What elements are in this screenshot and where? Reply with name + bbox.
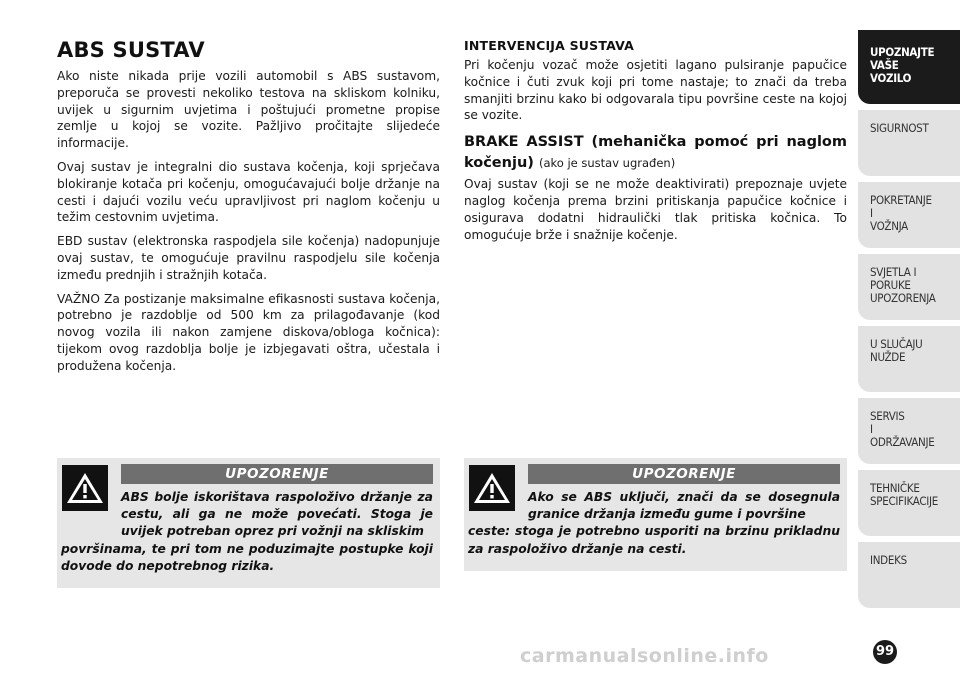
warning-triangle-icon [62,465,108,511]
tab-label: U SLUČAJU NUŽDE [870,337,923,364]
tab-label: INDEKS [870,553,907,567]
tab-label: SVJETLA I PORUKE UPOZORENJA [870,265,936,305]
warning-text-full: ceste: stoga je potrebno usporiti na brzinu prikladnu za raspoloživo držanje na cesti. [468,524,840,556]
section-title-abs: ABS SUSTAV [57,38,205,62]
tab-label: SIGURNOST [870,121,929,135]
tab-upoznajte-vase-vozilo[interactable] [858,30,960,104]
brake-assist-text: Ovaj sustav (koji se ne može deaktivirati) prepoznaje uvjete naglog kočenja prema brzini pritiskanja papučice kočnice i osigurava dodatni hidraulički tlak pritiska kočnica. To omogućuje brže i snažnije kočenje. [464,177,847,242]
warning-heading: UPOZORENJE [528,464,840,484]
watermark: carmanualsonline.info [520,645,769,667]
warning-text-indented: Ako se ABS uključi, znači da se dosegnula granice držanja između gume i površine [528,490,840,522]
warning-text [61,489,433,575]
tab-tehnicke-specifikacije[interactable] [858,470,960,536]
intervention-text: Pri kočenju vozač može osjetiti lagano pulsiranje papučice kočnice i čuti zvuk koji pri tome nastaje; to znači da treba smanjiti brzinu kako bi odgovarala tipu površine ceste na kojoj se vozite. [464,58,847,123]
tab-label: UPOZNAJTE VAŠE VOZILO [870,45,935,85]
abs-paragraph-2: Ovaj sustav je integralni dio sustava kočenja, koji sprječava blokiranje kotača pri kočenju, omogućavajući bolje držanje na cesti i dajući vozilu veću upravljivost pri naglom kočenju u težim cestovnim uvjetima. [57,159,440,225]
tab-sigurnost[interactable] [858,110,960,176]
tab-indeks[interactable] [858,542,960,608]
warning-heading: UPOZORENJE [121,464,433,484]
warning-text-indented: ABS bolje iskorištava raspoloživo držanje za cestu, ali ga ne može povećati. Stoga je uvijek potreban oprez pri vožnji na skliskim [121,490,433,539]
tab-label: TEHNIČKE SPECIFIKACIJE [870,481,939,508]
warning-text-full: površinama, te pri tom ne poduzimajte postupke koji dovode do nepotrebnog rizika. [61,541,433,573]
tab-svjetla-i-poruke[interactable] [858,254,960,320]
abs-paragraph-1: Ako niste nikada prije vozili automobil s ABS sustavom, preporuča se provesti nekoliko testova na skliskom kolniku, uvijek u sigurnim uvjetima i poštujući prometne propise zemlje u kojoj se vozite. Pažljivo pročitajte slijedeće informacije. [57,69,440,151]
warning-triangle-icon [469,465,515,511]
brake-assist-note: (ako je sustav ugrađen) [538,156,676,171]
tab-label: SERVIS I ODRŽAVANJE [870,409,935,449]
page-number: 99 [873,640,897,664]
tab-pokretanje-i-voznja[interactable] [858,182,960,248]
tab-servis-i-odrzavanje[interactable] [858,398,960,464]
chapter-sidebar [858,30,960,614]
tab-u-slucaju-nuzde[interactable] [858,326,960,392]
intervention-title: INTERVENCIJA SUSTAVA [464,38,635,53]
brake-assist-heading [464,131,847,173]
warning-box-abs [57,458,440,588]
tab-label: POKRETANJE I VOŽNJA [870,193,932,233]
abs-paragraph-3: EBD sustav (elektronska raspodjela sile kočenja) nadopunjuje ovaj sustav, te omogućuje pravilnu raspodjelu sile kočenja između prednjih i stražnjih kotača. [57,234,440,282]
warning-text [468,489,840,558]
warning-box-abs-active [464,458,847,571]
abs-paragraph-4: VAŽNO Za postizanje maksimalne efikasnosti sustava kočenja, potrebno je razdoblje od 500 km za prilagođavanje (kod novog vozila ili nakon zamjene diskova/obloga kočnica): tijekom ovog razdoblja bolje je izbjegavati oštra, učestala i produžena kočenja. [57,291,440,373]
right-column [464,38,847,250]
left-column [57,38,440,382]
brake-assist-title: BRAKE ASSIST (mehanička pomoć pri naglom kočenju) [464,134,847,172]
